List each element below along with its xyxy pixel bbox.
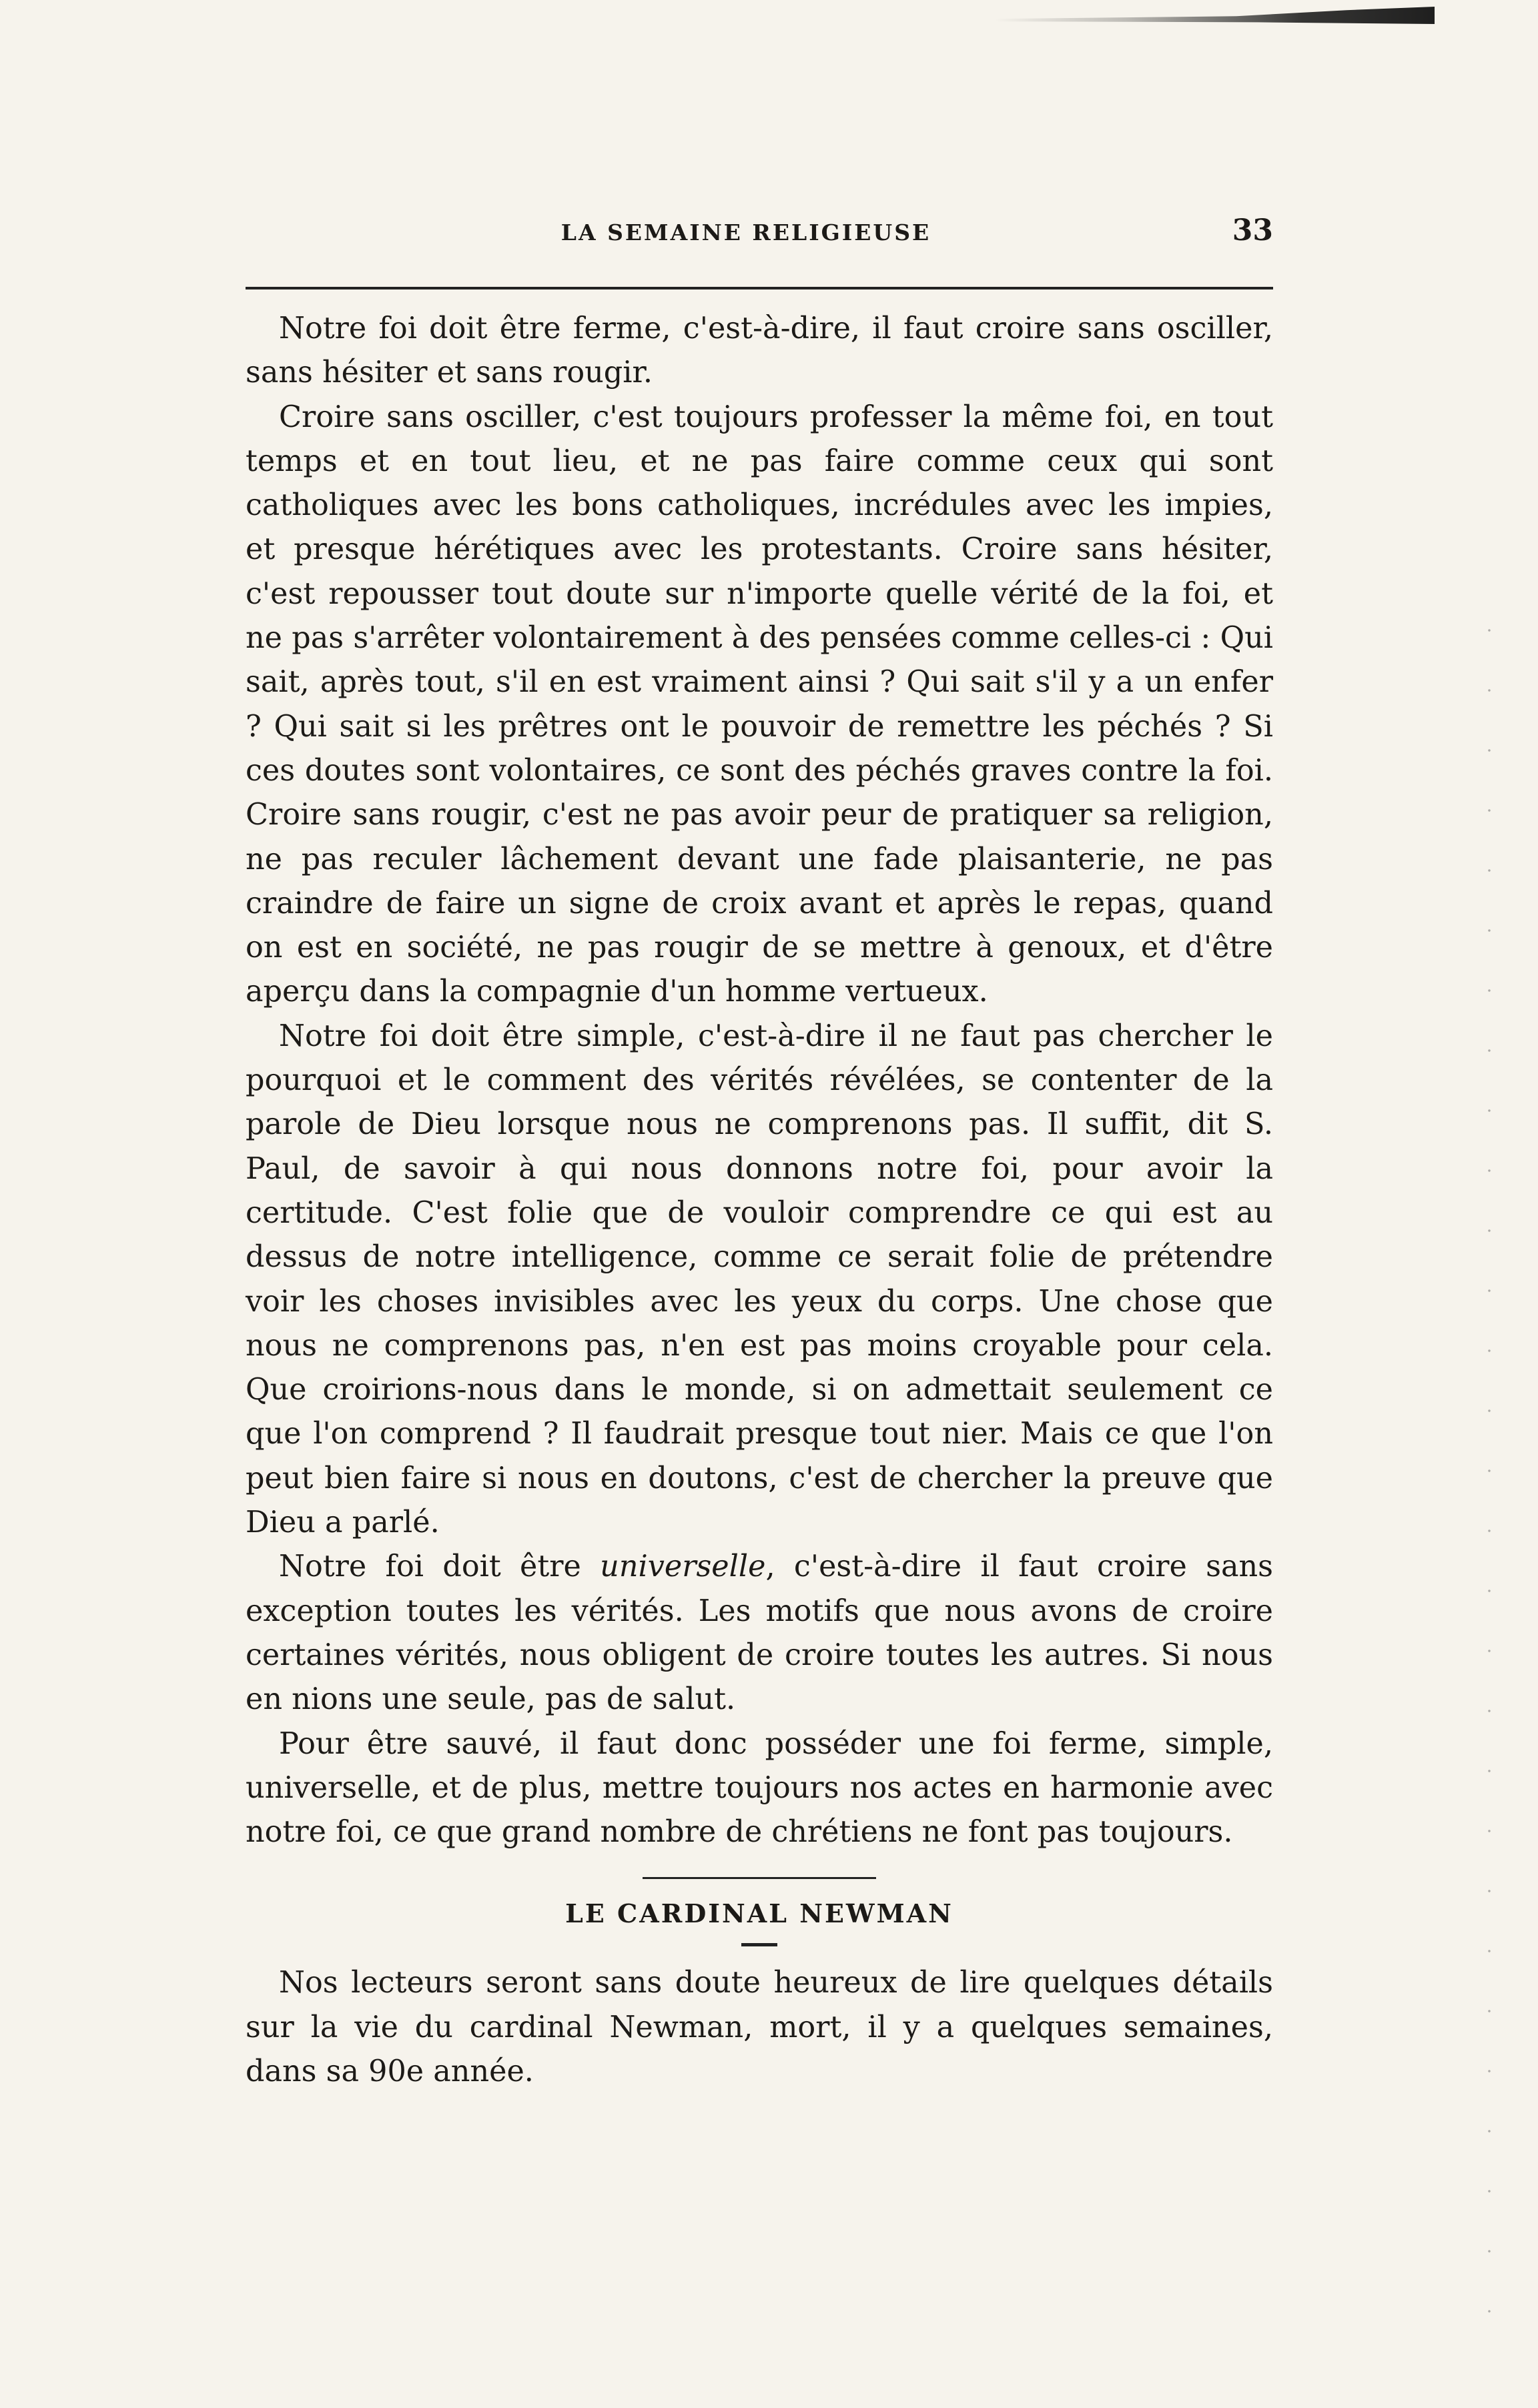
- paragraph-simple: Notre foi doit être simple, c'est-à-dire il ne faut pas chercher le pourquoi et le comment des vérités révélées, se contenter de la parole de Dieu lorsque nous ne comprenons pas. Il suffit, dit S. Paul, de savoir à qui nous donnons notre foi, pour avoir la certitude. C'est folie que de vouloir comprendre ce qui est au dessus de notre intelligence, comme ce serait folie de prétendre voir les choses invisibles avec les yeux du corps. Une chose que nous ne comprenons pas, n'en est pas moins croyable pour cela. Que croirions-nous dans le monde, si on admettait seulement ce que l'on comprend ? Il faudrait presque tout nier. Mais ce que l'on peut bien faire si nous en doutons, c'est de chercher la preuve que Dieu a parlé.: [246, 1019, 1273, 1540]
- article-body: [246, 307, 1273, 1854]
- margin-specks: [1487, 600, 1491, 2335]
- running-title: LA SEMAINE RELIGIEUSE: [560, 219, 931, 245]
- paragraph-newman-intro: Nos lecteurs seront sans doute heureux de lire quelques détails sur la vie du cardinal Newman, mort, il y a quelques semaines, dans sa 90e année.: [246, 1966, 1273, 2088]
- page-number: 33: [1232, 213, 1273, 247]
- scan-artifact: [994, 7, 1435, 24]
- title-dash: [741, 1943, 777, 1946]
- universal-emphasis: universelle: [600, 1550, 766, 1584]
- section-intro: [246, 1961, 1273, 2094]
- section-title: LE CARDINAL NEWMAN: [565, 1898, 953, 1929]
- running-header: [246, 213, 1273, 275]
- paragraph-ferme: Notre foi doit être ferme, c'est-à-dire, il faut croire sans osciller, sans hésiter et sans rougir.: [246, 312, 1273, 390]
- universal-before: Notre foi doit être: [279, 1550, 601, 1584]
- paragraph-osciller: Croire sans osciller, c'est toujours professer la même foi, en tout temps et en tout lieu, et ne pas faire comme ceux qui sont catholiques avec les bons catholiques, incrédules avec les impies, et presque hérétiques avec les protestants. Croire sans hésiter, c'est repousser tout doute sur n'importe quelle vérité de la foi, et ne pas s'arrêter volontairement à des pensées comme celles-ci : Qui sait, après tout, s'il en est vraiment ainsi ? Qui sait s'il y a un enfer ? Qui sait si les prêtres ont le pouvoir de remettre les péchés ? Si ces doutes sont volontaires, ce sont des péchés graves contre la foi. Croire sans rougir, c'est ne pas avoir peur de pratiquer sa religion, ne pas reculer lâchement devant une fade plaisanterie, ne pas craindre de faire un signe de croix avant et après le repas, quand on est en société, ne pas rougir de se mettre à genoux, et d'être aperçu dans la compagnie d'un homme vertueux.: [246, 400, 1273, 1009]
- paragraph-universelle: [246, 1545, 1273, 1722]
- paragraph-conclusion: Pour être sauvé, il faut donc posséder une foi ferme, simple, universelle, et de plus, mettre toujours nos actes en harmonie avec notre foi, ce que grand nombre de chrétiens ne font pas toujours.: [246, 1726, 1273, 1850]
- section-divider: [643, 1877, 876, 1879]
- page: [246, 213, 1273, 2094]
- header-rule: [246, 287, 1273, 289]
- universal-after: , c'est-à-dire il faut croire sans exception toutes les vérités. Les motifs que nous avons de croire certaines vérités, nous obligent de croire toutes les autres. Si nous en nions une seule, pas de salut.: [246, 1550, 1273, 1717]
